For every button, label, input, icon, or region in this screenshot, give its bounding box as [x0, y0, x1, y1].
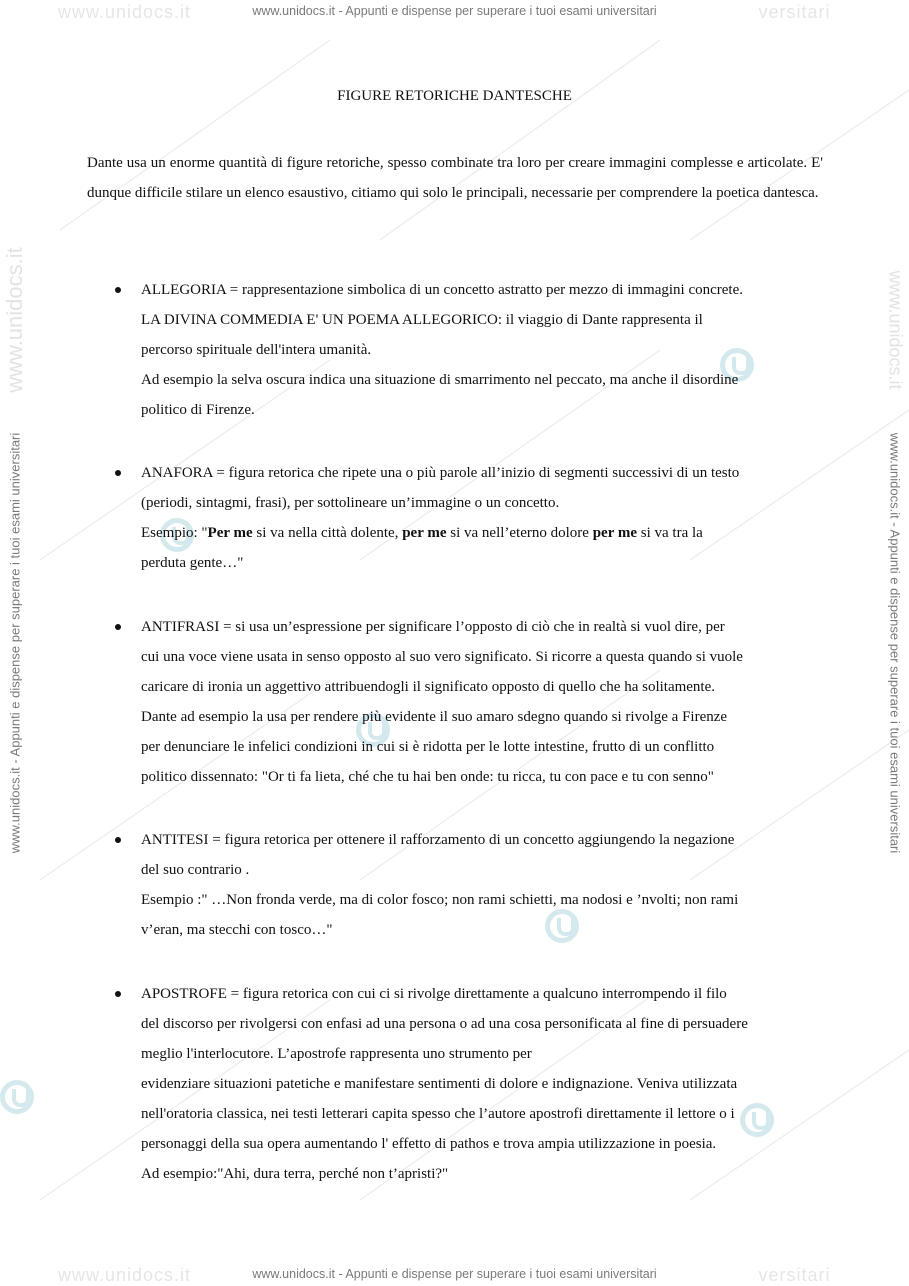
item-line: del suo contrario . [141, 862, 250, 878]
item-line: Ad esempio la selva oscura indica una situazione di smarrimento nel peccato, ma anche il disordine [141, 372, 739, 388]
list-item-antitesi [141, 825, 831, 945]
watermark-footer-ghost-tail: versitari [758, 1265, 831, 1285]
item-line: (periodi, sintagmi, frasi), per sottolineare un’immagine o un concetto. [141, 495, 560, 511]
item-line: ANTIFRASI = si usa un’espressione per significare l’opposto di ciò che in realtà si vuol dire, per [141, 619, 725, 635]
item-line: ALLEGORIA = rappresentazione simbolica di un concetto astratto per mezzo di immagini concrete. [141, 282, 744, 298]
example-line: perduta gente…" [141, 555, 244, 571]
watermark-left-ghost: www.unidocs.it [2, 247, 27, 393]
item-line: v’eran, ma stecchi con tosco…" [141, 922, 333, 938]
watermark-left: www.unidocs.it - Appunti e dispense per superare i tuoi esami universitari [7, 432, 23, 854]
item-line: Dante ad esempio la usa per rendere più evidente il suo amaro sdegno quando si rivolge a Firenze [141, 709, 728, 725]
watermark-header: www.unidocs.it - Appunti e dispense per superare i tuoi esami universitari [252, 4, 657, 18]
watermark-footer: www.unidocs.it - Appunti e dispense per superare i tuoi esami universitari [252, 1267, 657, 1281]
bullet-icon [115, 837, 121, 843]
bullet-icon [115, 470, 121, 476]
bullet-icon [115, 624, 121, 630]
item-line: Esempio :" …Non fronda verde, ma di color fosco; non rami schietti, ma nodosi e ’nvolti; non rami [141, 892, 739, 908]
item-line: evidenziare situazioni patetiche e manifestare sentimenti di dolore e indignazione. Veniva utilizzata [141, 1076, 738, 1092]
item-line: politico di Firenze. [141, 402, 255, 418]
item-line: personaggi della sua opera aumentando l' effetto di pathos e trova ampia utilizzazione in poesia. [141, 1136, 717, 1152]
item-line: per denunciare le infelici condizioni in cui si è ridotta per le lotte intestine, frutto di un conflitto [141, 739, 715, 755]
item-line: ANAFORA = figura retorica che ripete una o più parole all’inizio di segmenti successivi di un testo [141, 465, 740, 481]
item-line: Ad esempio:"Ahi, dura terra, perché non t’apristi?" [141, 1166, 449, 1182]
intro-paragraph: Dante usa un enorme quantità di figure retoriche, spesso combinate tra loro per creare immagini complesse e articolate. E' dunque difficile stilare un elenco esaustivo, citiamo qui solo le principali, necessarie per comprendere la poetica dantesca. [87, 155, 823, 201]
list-item-apostrofe [141, 979, 831, 1189]
item-line: ANTITESI = figura retorica per ottenere il rafforzamento di un concetto aggiungendo la negazione [141, 832, 735, 848]
item-line: LA DIVINA COMMEDIA E' UN POEMA ALLEGORICO: il viaggio di Dante rappresenta il [141, 312, 703, 328]
watermark-footer-ghost: www.unidocs.it [57, 1265, 192, 1285]
example-line: Esempio: "Per me si va nella città dolente, per me si va nell’eterno dolore per me si va tra la [141, 525, 703, 541]
watermark-right: www.unidocs.it - Appunti e dispense per superare i tuoi esami universitari [887, 432, 903, 854]
item-line: politico dissennato: "Or ti fa lieta, ché che tu hai ben onde: tu ricca, tu con pace e tu con senno" [141, 769, 714, 785]
item-line: caricare di ironia un aggettivo attribuendogli il significato opposto di quello che ha solitamente. [141, 679, 716, 695]
item-line: APOSTROFE = figura retorica con cui ci si rivolge direttamente a qualcuno interrompendo il filo [141, 986, 727, 1002]
watermark-header-ghost: www.unidocs.it [57, 2, 192, 22]
page-title: FIGURE RETORICHE DANTESCHE [337, 88, 572, 104]
item-line: cui una voce viene usata in senso opposto al suo vero significato. Si ricorre a questa quando si vuole [141, 649, 743, 665]
watermark-logo-icon [0, 1080, 34, 1114]
watermark-right-ghost: www.unidocs.it [885, 270, 906, 390]
list-item-anafora [141, 458, 831, 578]
item-line: meglio l'interlocutore. L’apostrofe rappresenta uno strumento per [141, 1046, 532, 1062]
item-line: nell'oratoria classica, nei testi letterari capita spesso che l’autore apostrofi direttamente il lettore o i [141, 1106, 735, 1122]
list-item-antifrasi [141, 612, 831, 792]
list-item-allegoria [141, 275, 831, 425]
item-line: del discorso per rivolgersi con enfasi ad una persona o ad una cosa personificata al fine di persuadere [141, 1016, 748, 1032]
item-line: percorso spirituale dell'intera umanità. [141, 342, 372, 358]
watermark-header-ghost-tail: versitari [758, 2, 831, 22]
bullet-icon [115, 287, 121, 293]
bullet-icon [115, 991, 121, 997]
